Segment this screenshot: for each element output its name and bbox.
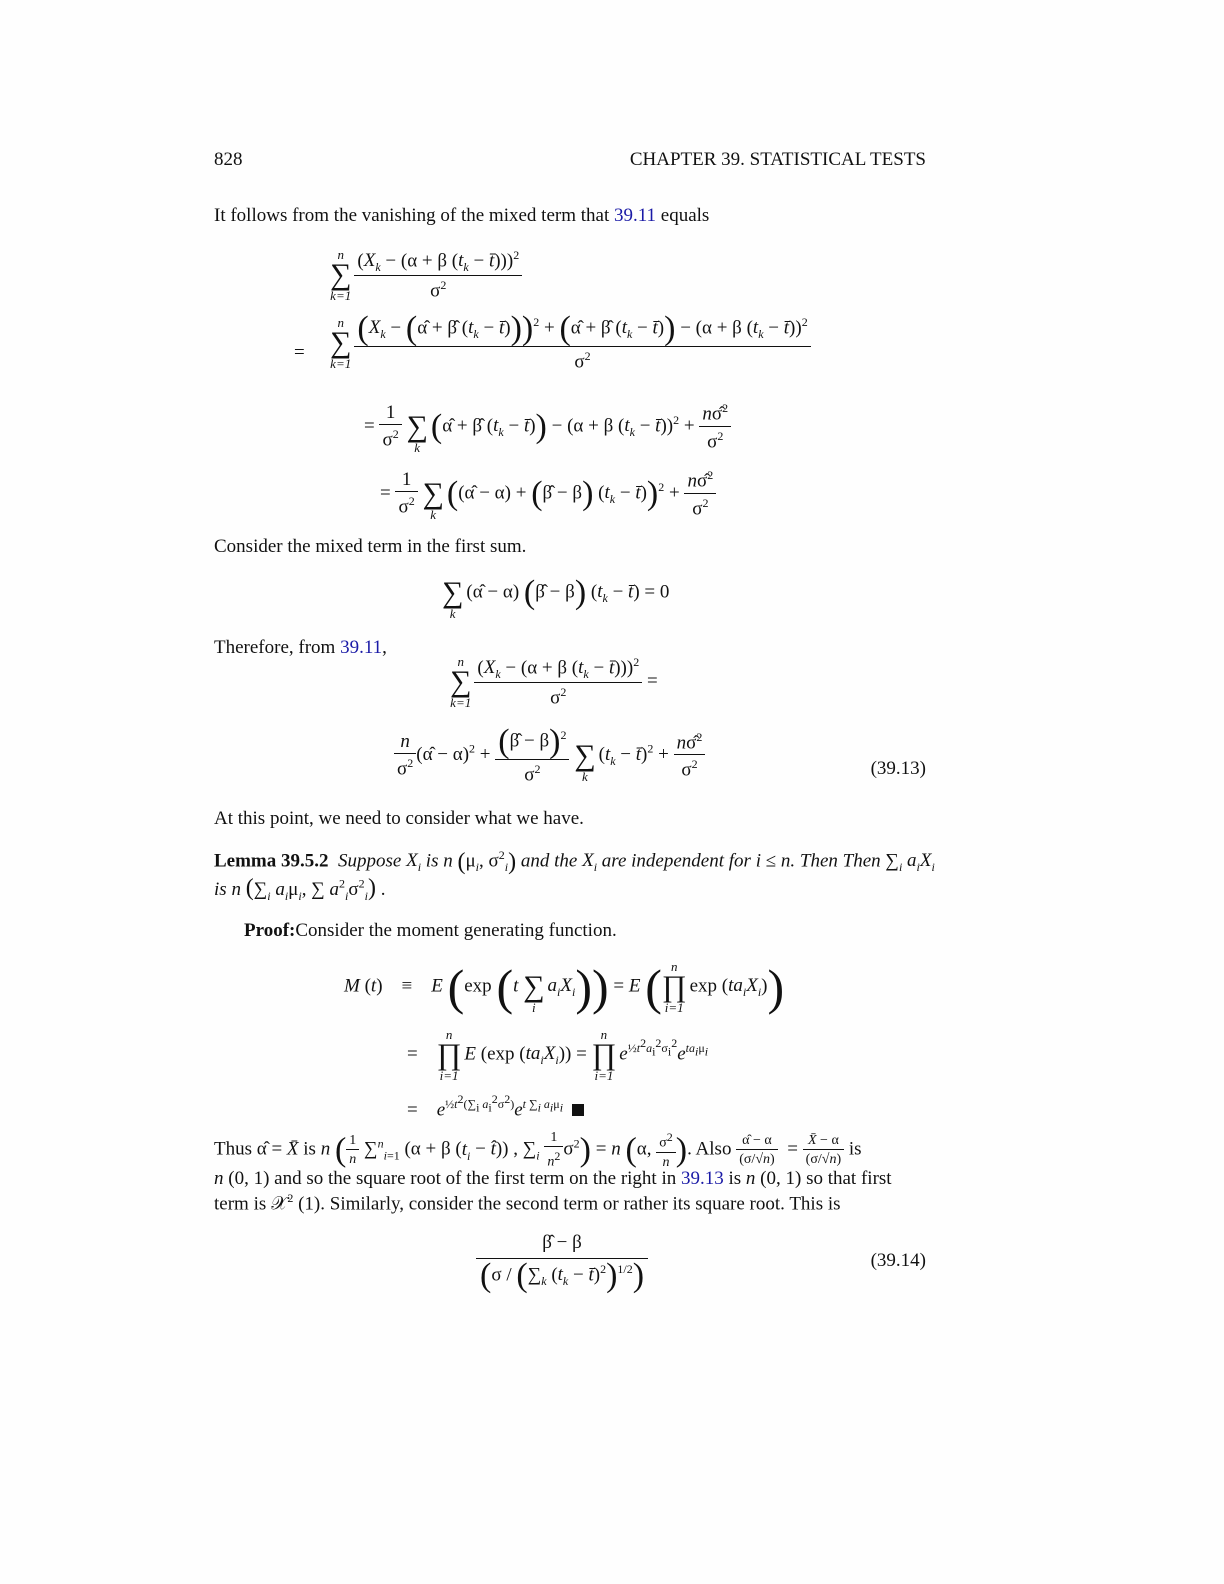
- point-text: At this point, we need to consider what we have.: [214, 808, 584, 829]
- lemma-line-2: is n ($\sum_i$ $a_i\mu_i$, ∑ $a^2_i\sigma^2_i$) .: [214, 875, 386, 903]
- equation-link[interactable]: 39.11: [613, 205, 657, 226]
- page-number: 828: [214, 149, 243, 170]
- equation-link[interactable]: 39.11: [340, 637, 383, 658]
- thus-line-3: term is 𝒳$^2$ (1). Similarly, consider the second term or rather its square root. This is: [214, 1191, 841, 1215]
- mixed-term-equation: ∑ k (α̂ − α) (β̂ − β) ($t_k$ − t̄) = 0: [442, 574, 670, 621]
- equation-line-4: = $\frac{1}{\sigma^2}$ ∑ k ((α̂ − α) + (β̂ − β) ($t_k$ − t̄))$^2$ + $\frac{n\sigmâ^2}{\sigma^2}$: [380, 467, 716, 521]
- proof-line: Proof:Consider the moment generating function.: [244, 920, 617, 941]
- equation-number: (39.13): [870, 758, 926, 779]
- equation-line-3: = $\frac{1}{\sigma^2}$ ∑ k (α̂ + β̂ ($t_k$ − t̄)) − (α + β ($t_k$ − t̄))$^2$ + $\frac{n\sigmâ^2}{\sigma^2}$: [364, 400, 731, 454]
- mixed-term-text: Consider the mixed term in the first sum.: [214, 536, 527, 557]
- equation-line-1: n ∑ k=1 $\frac{(X_k - (\alpha + \beta (t_k - t̄)))^2}{\sigma^2}$: [330, 248, 522, 302]
- mgf-line-1: M (t) ≡ E (exp (t ∑ i $a_iX_i)) = E$ ( n ∏ i=1 $\exp (ta_iX_i)$): [344, 959, 785, 1015]
- proof-label: Proof:: [244, 920, 296, 941]
- lemma-line-1: Lemma 39.5.2 Suppose $X_i$ is n ($\mu_i$, $\sigma^2_i$) and the $X_i$ are independent for i ≤ n. Then Then $\sum_i$ $a_iX_i$: [214, 848, 935, 875]
- equation-14: $\frac{\betâ - \beta}{(\sigma / (\sum_k (t_k - t̄)^2)^{1/2})}$: [476, 1232, 648, 1293]
- equation-13-lhs: n ∑ k=1 $\frac{(X_k - (\alpha + \beta (t_k - t̄)))^2}{\sigma^2}$ =: [450, 654, 658, 711]
- equation-number: (39.14): [870, 1250, 926, 1271]
- mgf-line-2: = n ∏ i=1 E (exp $(ta_iX_i)$) = n ∏ i=1 $e^{\frac{1}{2}t^2a_i^2\sigma_i^2}e^{ta_i\mu_i}$: [407, 1027, 709, 1083]
- equals-sign: =: [294, 342, 305, 363]
- equation-line-2: n ∑ k=1 ($X_k$ − (α̂ + β̂ ($t_k$ − t̄)))$^2$ + (α̂ + β̂ ($t_k$ − t̄)) − (α + β ($t_k$ − t̄))$^2$ $\sigma^2$: [330, 312, 811, 373]
- intro-text: It follows from the vanishing of the mixed term that 39.11 equals: [214, 205, 710, 226]
- lemma-label: Lemma 39.5.2: [214, 850, 329, 872]
- equation-13-rhs: $\frac{n}{\sigma^2}$ (α̂ − α)$^2$ + $\frac{(\betâ - \beta)^2}{\sigma^2}$ ∑ k ($t_k$ − t̄)$^2$ + $\frac{n\sigmâ^2}{\sigma^2}$: [394, 725, 705, 786]
- running-header: CHAPTER 39. STATISTICAL TESTS: [629, 149, 926, 170]
- equation-link[interactable]: 39.13: [680, 1168, 724, 1189]
- thus-line-1: Thus α̂ = X̄ is n ( $\frac{1}{n}$ ∑$^n_{i=1}$ (α + β ($t_i$ − t̂)) , $\sum_i$ $\frac{1}{n^2}$ $\sigma^2) = n$ (α, $\frac{\sigma^2}{n}$ ). Also $\frac{\alphâ - \alpha}{(\sigma/√n)}$ = $\frac{X̄ - \alpha}{(\sigma/√n)}$ is: [214, 1130, 862, 1170]
- thus-line-2: n (0, 1) and so the square root of the first term on the right in 39.13 is n (0, 1) so that first: [214, 1168, 892, 1189]
- mgf-line-3: = $e^{\frac{1}{2}t^2(\sum_i a_i^2\sigma^2)}e^{t \sum_i a_i\mu_i}$: [407, 1092, 584, 1121]
- qed-square: [572, 1104, 584, 1116]
- therefore-text: Therefore, from 39.11,: [214, 637, 387, 658]
